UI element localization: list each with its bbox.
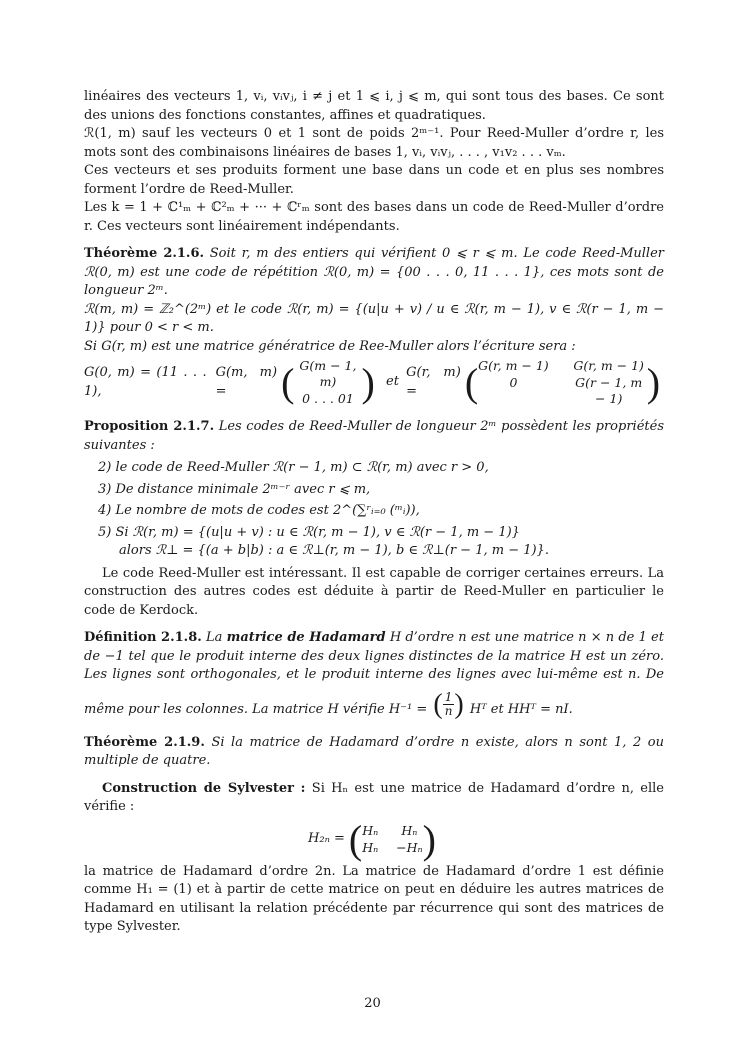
gmm-matrix: ( G(m − 1, m) 0 . . . 01 ) bbox=[281, 358, 375, 406]
definition-2-1-8 bbox=[84, 629, 664, 725]
theorem-text-3: Si G(r, m) est une matrice génératrice de Ree-Muller alors l’écriture sera : bbox=[84, 338, 576, 354]
grm-cell-c: 0 bbox=[509, 375, 518, 390]
definition-label: Définition 2.1.8. bbox=[84, 630, 202, 645]
definition-tail: Hᵀ et HHᵀ = nI. bbox=[469, 701, 573, 717]
theorem-label: Théorème 2.1.6. bbox=[84, 246, 205, 261]
theorem-text-1: Soit r, m des entiers qui vérifient 0 ⩽ r ⩽ m. Le code Reed-Muller ℛ(0, m) est une code de répétition ℛ(0, m) = {00 . . . 0, 11 . . . 1}, ces mots sont de longueur 2ᵐ. bbox=[84, 246, 664, 298]
grm-cell-d: G(r − 1, m − 1) bbox=[575, 375, 643, 406]
et-word: et bbox=[386, 374, 399, 390]
intro-line-4: Les k = 1 + ℂ¹ₘ + ℂ²ₘ + ··· + ℂʳₘ sont des bases dans un code de Reed-Muller d’ordre r. Ces vecteurs sont linéairement indépendants. bbox=[84, 200, 664, 234]
matrix-cell: Hₙ bbox=[401, 823, 418, 838]
proposition-text: Les codes de Reed-Muller de longueur 2ᵐ possèdent les propriétés suivantes : bbox=[84, 419, 664, 453]
kerdock-paragraph: Le code Reed-Muller est intéressant. Il est capable de corriger certaines erreurs. La construction des autres codes est déduite à partir de Reed-Muller en particulier le code de Kerdock. bbox=[84, 565, 664, 618]
list-item: 5) Si ℛ(r, m) = {(u|u + v) : u ∈ ℛ(r, m − 1), v ∈ ℛ(r − 1, m − 1)} bbox=[98, 524, 520, 540]
sylvester-matrix: ( Hₙ Hₙ Hₙ −Hₙ ) bbox=[348, 816, 436, 862]
proposition-list bbox=[98, 459, 664, 561]
definition-fraction: ( $\frac{1}{n}$ ) bbox=[433, 688, 464, 720]
theorem-219-text: Si la matrice de Hadamard d’ordre n existe, alors n sont 1, 2 ou multiple de quatre. bbox=[84, 734, 664, 768]
list-item: 4) Le nombre de mots de codes est 2^(∑ʳᵢ₌₀ (ᵐᵢ)), bbox=[98, 503, 420, 518]
gmm-row-1: G(m − 1, m) bbox=[299, 358, 357, 389]
matrix-cell: −Hₙ bbox=[396, 840, 423, 855]
list-item: 2) le code de Reed-Muller ℛ(r − 1, m) ⊂ ℛ(r, m) avec r > 0, bbox=[98, 460, 489, 475]
page-number: 20 bbox=[364, 996, 381, 1011]
fraction-numerator: 1 bbox=[444, 690, 453, 704]
proposition-label: Proposition 2.1.7. bbox=[84, 419, 215, 434]
g0-formula: G(0, m) = (11 . . . 1), bbox=[84, 365, 207, 399]
sylvester-lhs: H₂ₙ = bbox=[308, 831, 345, 847]
sylvester-after: la matrice de Hadamard d’ordre 2n. La matrice de Hadamard d’ordre 1 est définie comme H₁ = (1) et à partir de cette matrice on peut en déduire les autres matrices de Hadamard en utilisant la relation précédente par récurrence qui sont des matrices de type Sylvester. bbox=[84, 863, 664, 934]
definition-lead: La bbox=[205, 630, 223, 645]
page-body bbox=[84, 88, 664, 937]
gmm-row-2: 0 . . . 01 bbox=[302, 391, 354, 406]
list-item: alors ℛ⊥ = {(a + b|b) : a ∈ ℛ⊥(r, m − 1), b ∈ ℛ⊥(r − 1, m − 1)}. bbox=[119, 543, 549, 558]
list-item: 3) De distance minimale 2ᵐ⁻ʳ avec r ⩽ m, bbox=[98, 481, 371, 497]
sylvester-paragraph bbox=[84, 780, 664, 817]
intro-line-3: Ces vecteurs et ses produits forment une base dans un code et en plus ses nombres forment l’ordre de Reed-Muller. bbox=[84, 163, 664, 197]
theorem-219-label: Théorème 2.1.9. bbox=[84, 734, 205, 750]
gmm-label: G(m, m) = bbox=[215, 365, 278, 399]
theorem-2-1-6 bbox=[84, 245, 664, 301]
generator-matrices bbox=[84, 358, 664, 407]
intro-line-1: linéaires des vecteurs 1, vᵢ, vᵢvⱼ, i ≠ j et 1 ⩽ i, j ⩽ m, qui sont tous des bases. Ce sont des unions des fonctions constantes, affines et quadratiques. bbox=[84, 89, 664, 123]
proposition-2-1-7 bbox=[84, 418, 664, 455]
theorem-text-2: ℛ(m, m) = ℤ₂^(2ᵐ) et le code ℛ(r, m) = {(u|u + v) / u ∈ ℛ(r, m − 1), v ∈ ℛ(r − 1, m − 1)} pour 0 < r < m. bbox=[84, 301, 664, 335]
definition-term: matrice de Hadamard bbox=[226, 630, 386, 645]
grm-matrix: ( G(r, m − 1) G(r, m − 1) 0 G(r − 1, m − 1) ) bbox=[464, 358, 661, 406]
grm-cell-b: G(r, m − 1) bbox=[573, 358, 644, 373]
grm-label: G(r, m) = bbox=[406, 365, 461, 399]
sylvester-equation bbox=[84, 816, 664, 862]
definition-text: H d’ordre n est une matrice n × n de 1 et de −1 tel que le produit interne des deux lignes distinctes de la matrice H est un zéro. Les lignes sont orthogonales, et le produit interne des lignes avec lui-même est n. De même pour les colonnes. La matrice H vérifie H⁻¹ = bbox=[84, 630, 664, 717]
matrix-cell: Hₙ bbox=[362, 823, 379, 838]
grm-cell-a: G(r, m − 1) bbox=[478, 358, 549, 373]
theorem-2-1-9 bbox=[84, 734, 664, 771]
matrix-cell: Hₙ bbox=[362, 840, 379, 855]
sylvester-label: Construction de Sylvester : bbox=[102, 780, 306, 796]
sylvester-text: Si Hₙ est une matrice de Hadamard d’ordre n, elle vérifie : bbox=[84, 780, 664, 814]
fraction-denominator: n bbox=[444, 704, 453, 718]
intro-line-2: ℛ(1, m) sauf les vecteurs 0 et 1 sont de poids 2ᵐ⁻¹. Pour Reed-Muller d’ordre r, les mots sont des combinaisons linéaires de bases 1, vᵢ, vᵢvⱼ, . . . , v₁v₂ . . . vₘ. bbox=[84, 126, 664, 160]
